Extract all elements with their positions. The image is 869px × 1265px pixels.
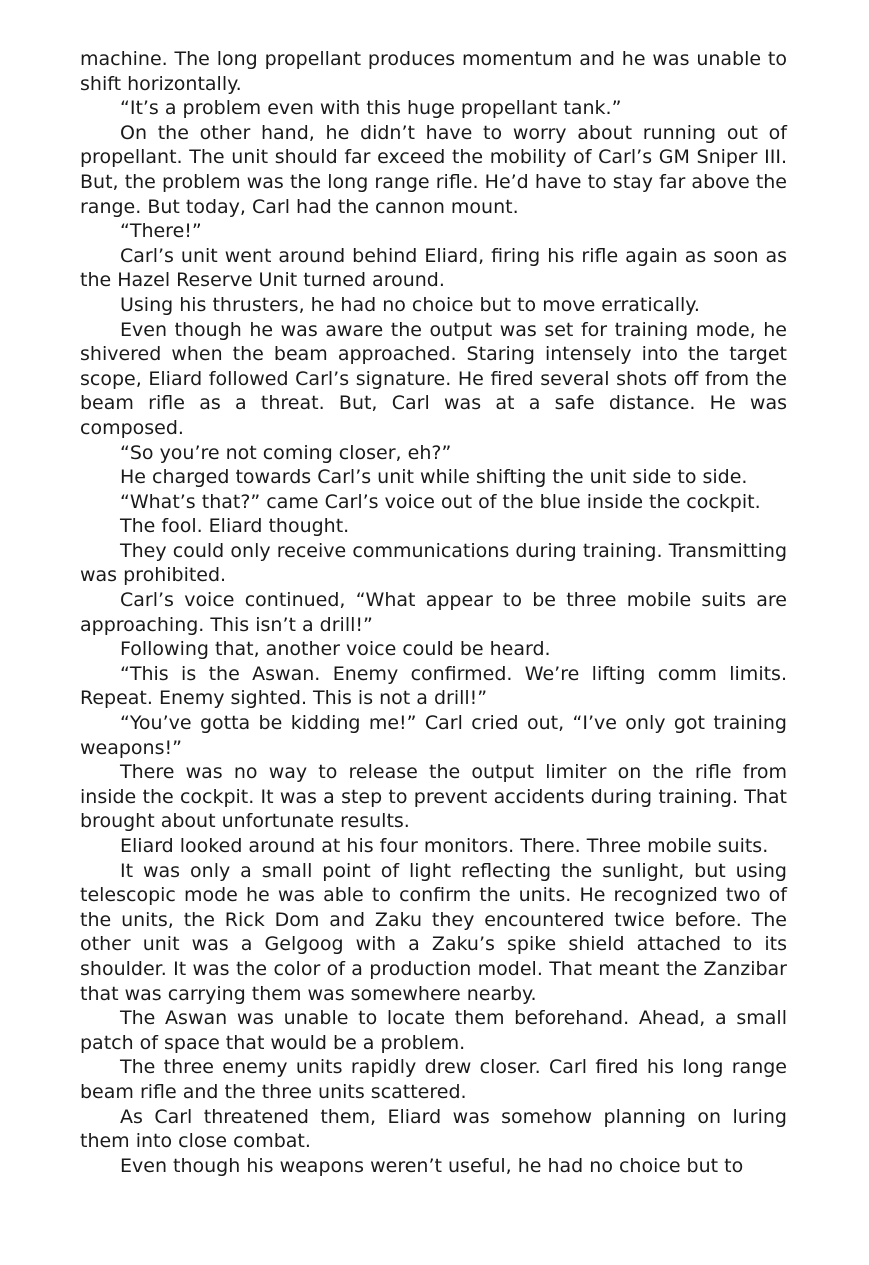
- paragraph: They could only receive communications during training. Transmitting was prohibited.: [80, 539, 787, 587]
- paragraph: There was no way to release the output limiter on the rifle from inside the cockpit. It was a step to prevent accidents during training. That brought about unfortunate results.: [80, 761, 787, 833]
- paragraph: Following that, another voice could be heard.: [120, 638, 551, 661]
- page-body: [80, 47, 787, 1178]
- paragraph: Eliard looked around at his four monitors. There. Three mobile suits.: [120, 835, 769, 857]
- paragraph: The fool. Eliard thought.: [120, 515, 350, 538]
- paragraph: As Carl threatened them, Eliard was somehow planning on luring them into close combat.: [80, 1105, 787, 1153]
- paragraph: The three enemy units rapidly drew closer. Carl fired his long range beam rifle and the three units scattered.: [80, 1056, 787, 1103]
- paragraph: “There!”: [120, 220, 202, 243]
- paragraph: “So you’re not coming closer, eh?”: [120, 441, 452, 464]
- paragraph: It was only a small point of light reflecting the sunlight, but using telescopic mode he was able to confirm the units. He recognized two of the units, the Rick Dom and Zaku they encountered twice before. The other unit was a Gelgoog with a Zaku’s spike shield attached to its shoulder. It was the color of a production model. That meant the Zanzibar that was carrying them was somewhere nearby.: [80, 859, 787, 1005]
- paragraph: “It’s a problem even with this huge propellant tank.”: [120, 97, 622, 120]
- paragraph: He charged towards Carl’s unit while shifting the unit side to side.: [120, 466, 748, 489]
- paragraph: machine. The long propellant produces momentum and he was unable to shift horizontally.: [80, 48, 787, 95]
- paragraph: Carl’s unit went around behind Eliard, firing his rifle again as soon as the Hazel Reserve Unit turned around.: [80, 244, 787, 292]
- paragraph: On the other hand, he didn’t have to worry about running out of propellant. The unit should far exceed the mobility of Carl’s GM Sniper III. But, the problem was the long range rifle. He’d have to stay far above the range. But today, Carl had the cannon mount.: [80, 121, 787, 218]
- paragraph: “What’s that?” came Carl’s voice out of the blue inside the cockpit.: [120, 490, 761, 513]
- paragraph: “You’ve gotta be kidding me!” Carl cried out, “I’ve only got training weapons!”: [80, 712, 787, 759]
- paragraph: Even though his weapons weren’t useful, he had no choice but to: [120, 1154, 744, 1177]
- paragraph: “This is the Aswan. Enemy confirmed. We’re lifting comm limits. Repeat. Enemy sighted. This is not a drill!”: [80, 662, 787, 710]
- paragraph: Even though he was aware the output was set for training mode, he shivered when the beam approached. Staring intensely into the target scope, Eliard followed Carl’s signature. He fired several shots off from the beam rifle as a threat. But, Carl was at a safe distance. He was composed.: [80, 318, 787, 439]
- paragraph: Using his thrusters, he had no choice but to move erratically.: [120, 293, 700, 316]
- paragraph: Carl’s voice continued, “What appear to be three mobile suits are approaching. This isn’t a drill!”: [80, 589, 787, 636]
- paragraph: The Aswan was unable to locate them beforehand. Ahead, a small patch of space that would be a problem.: [80, 1007, 787, 1054]
